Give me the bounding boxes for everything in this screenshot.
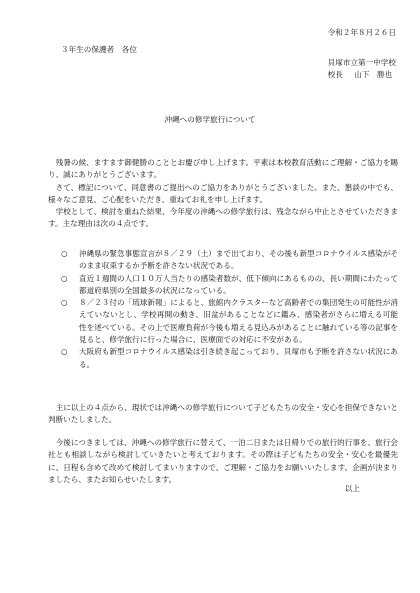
- greeting-paragraph: 学校として、検討を重ねた結果、今年度の沖縄への修学旅行は、残念ながら中止とさせていただきます。主な理由は次の４点です。: [48, 207, 398, 229]
- end-mark: 以上: [344, 484, 360, 493]
- reasons-list: [61, 248, 398, 371]
- conclusion-paragraph: 主に以上の４点から、現状では沖縄への修学旅行について子どもたちの安全・安心を担保できないと判断いたしました。: [48, 403, 398, 425]
- reason-text: 直近１週間の人口１０万人当たりの感染者数が、低下傾向にあるものの、長い期間にわたって都道府県別の全国最多の状況になっている。: [79, 273, 398, 295]
- sender-principal-row: [328, 69, 396, 81]
- sender-name: 山下 勝也: [354, 70, 393, 80]
- list-item: [61, 346, 398, 371]
- sender-title: 校長: [327, 70, 343, 80]
- greeting-paragraph: 残暑の候、ますます御健勝のこととお慶び申し上げます。平素は本校教育活動にご理解・ご協力を賜り、誠にありがとうございます。: [48, 158, 398, 180]
- reason-text: 沖縄県の緊急事態宣言が８／２９（土）まで出ており、その後も新型コロナウイルス感染がそのまま収束するか予断を許さない状況である。: [79, 249, 398, 271]
- bullet-circle: ○: [61, 249, 68, 258]
- closing-section: [48, 437, 398, 486]
- document-date: 令和２年８月２６日: [327, 28, 396, 37]
- sender-school: 貝塚市立第一中学校: [327, 58, 396, 67]
- conclusion-section: [48, 402, 398, 427]
- document-title: 沖縄への修学旅行について: [164, 115, 256, 124]
- greeting-section: [48, 157, 398, 231]
- bullet-circle: ○: [61, 298, 68, 308]
- list-item: [61, 248, 398, 273]
- bullet-circle: ○: [61, 347, 68, 357]
- list-item: [61, 297, 398, 346]
- reason-text: 大阪府も新型コロナウイルス感染は引き続き起こっており、貝塚市も予断を許さない状況にある。: [79, 347, 398, 369]
- list-item: [61, 273, 398, 298]
- sender-block: [328, 57, 396, 82]
- closing-paragraph: 今後につきましては、沖縄への修学旅行に替えて、一泊二日または日帰りでの旅行的行事を、旅行会社とも相談しながら検討していきたいと考えております。その際は子どもたちの安全・安心を最優先に、日程も含めて改めて検討してまいりますので、ご理解・ご協力をお願いいたします。企画が決まりましたら、またお知らせいたします。: [48, 438, 398, 484]
- bullet-circle: ○: [61, 273, 68, 283]
- greeting-paragraph: さて、標記について、同意書のご提出へのご協力をありがとうございました。また、懇談の中でも、様々なご意見、ご心配をいただき、重ねてお礼を申し上げます。: [48, 182, 398, 204]
- recipient-line: ３年生の保護者 各位: [61, 45, 137, 54]
- reason-text: ８／２３付の「琉球新報」によると、旅館内クラスターなど高齢者での集団発生の可能性が消えていないとし、学校再開の動き、旧盆があることなどに鑑み、感染者がさらに増える可能性を述べている。その上で医療負荷が今後も増える見込みがあることに触れている等の記事を見ると、修学旅行に行った場合に、医療面での対応に不安がある。: [79, 298, 398, 345]
